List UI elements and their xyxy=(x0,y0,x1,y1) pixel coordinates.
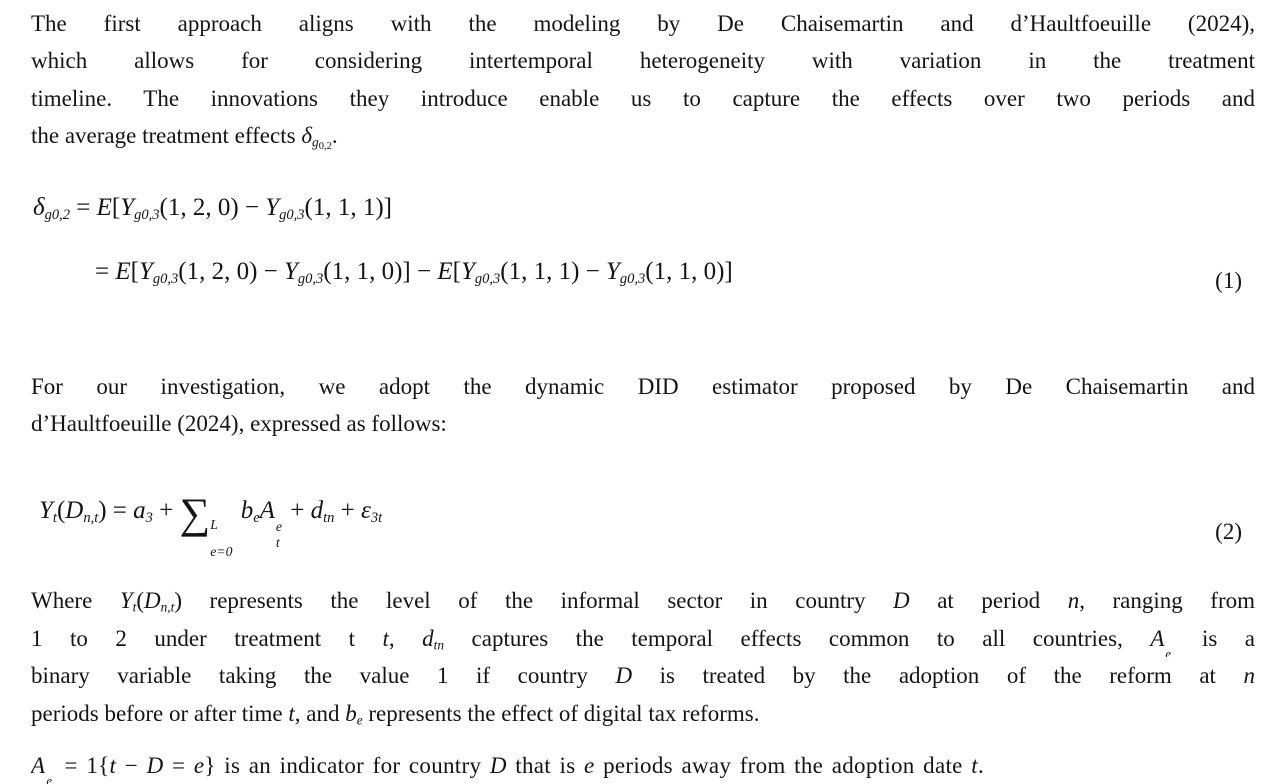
text-line: the average treatment effects $\delta_{g0,2}$. xyxy=(31,123,338,152)
math-supsub-stack: e t xyxy=(275,519,283,551)
paragraph-intro xyxy=(31,5,1255,155)
equation-2-number: (2) xyxy=(1215,519,1242,545)
text-line: 1 to 2 under treatment t t, $d_{tn}$ captures the temporal effects common to all countries, A e is a xyxy=(31,620,1255,657)
paragraph-method xyxy=(31,368,1255,443)
text-line: binary variable taking the value 1 if country D is treated by the adoption of the reform at n xyxy=(31,663,1255,689)
equation-1-line-2: = $E[Y_{g0,3}(1$, 2, $0) - Y_{g0,3}(1$, 1, $0)] - E[Y_{g0,3}(1$, 1, $1) - Y_{g0,3}(1$, 1, 0)] xyxy=(95,257,733,287)
equation-1-line-1: $\delta_{g0,2} = E[Y_{g0,3}(1$, 2, $0) - Y_{g0,3}(1$, 1, 1)] xyxy=(33,193,393,223)
text-line: The first approach aligns with the modeling by De Chaisemartin and d’Haultfoeuille (2024), xyxy=(31,11,1255,36)
math-supsub-stack: e xyxy=(46,773,53,784)
text-line: Where $Y_t(D_{n,t})$ represents the level of the informal sector in country D at period n, ranging from xyxy=(31,588,1255,616)
text-line: periods before or after time t, and $b_e$ represents the effect of digital tax reforms. xyxy=(31,700,760,728)
equation-2 xyxy=(31,476,1255,558)
equation-1-number: (1) xyxy=(1215,267,1242,293)
math-supsub-stack: L e=0 xyxy=(210,516,233,559)
text-line: timeline. The innovations they introduce enable us to capture the effects over two periods and xyxy=(31,85,1255,111)
equation-2-line: $Y_t(D_{n,t}) = a_3$ + ∑ L e=0 $b_eA$ e t + $d_{tn} + \varepsilon_{3t}$ xyxy=(39,490,383,559)
paragraph-definitions xyxy=(31,582,1255,732)
text-line: For our investigation, we adopt the dynamic DID estimator proposed by De Chaisemartin and xyxy=(31,373,1255,399)
equation-1 xyxy=(31,188,1255,299)
math-supsub-stack: e xyxy=(1165,646,1172,658)
text-line: A e = 1{t − D = e} is an indicator for country D that is e periods away from the adoption date t. xyxy=(31,747,1255,784)
paragraph-indicator xyxy=(31,747,1255,784)
text-line: which allows for considering intertemporal heterogeneity with variation in the treatment xyxy=(31,48,1255,74)
text-line: d’Haultfoeuille (2024), expressed as follows: xyxy=(31,411,447,437)
